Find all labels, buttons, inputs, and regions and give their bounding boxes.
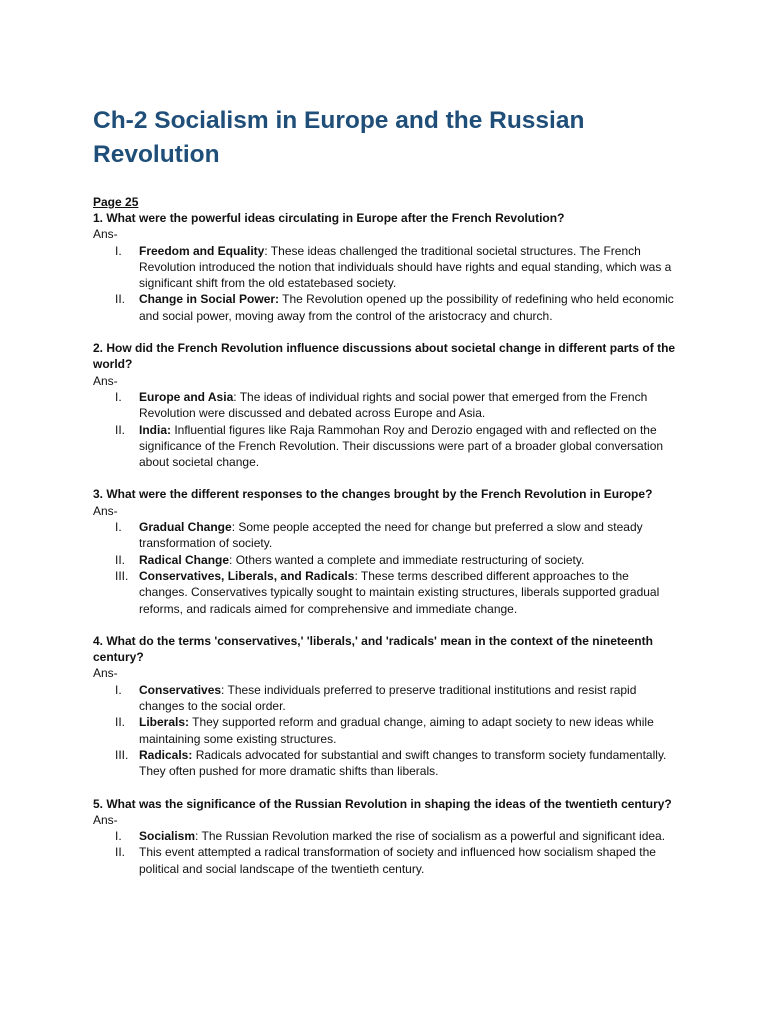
roman-numeral-text: I. (115, 243, 122, 258)
answer-text (139, 844, 678, 877)
roman-numeral-text: II. (115, 292, 126, 307)
answer-term: Change in Social Power: (139, 292, 280, 307)
answer-label: Ans- (93, 373, 118, 388)
roman-numeral-text: II. (115, 845, 126, 860)
answer-item (93, 568, 678, 617)
question-block (93, 796, 678, 877)
roman-numeral-text: II. (115, 715, 126, 730)
answer-body: Influential figures like Raja Rammohan Roy and Derozio engaged with and reflected on the significance of the French Revolution. Their discussions were part of a broader global conversation about societal change. (139, 422, 664, 470)
answer-body: : These ideas challenged the traditional societal structures. The French Revolution introduced the notion that individuals should have rights and equal standing, which was a significant shift from the old estatebased society. (139, 243, 672, 291)
answer-term: Europe and Asia (139, 389, 234, 404)
answer-label: Ans- (93, 666, 118, 681)
answer-item (93, 519, 678, 552)
questions-list (93, 210, 678, 877)
question-text: 4. What do the terms 'conservatives,' 'liberals,' and 'radicals' mean in the context of the nineteenth century? (93, 633, 653, 665)
answer-item (93, 747, 678, 780)
answer-text (139, 568, 678, 617)
answer-text (139, 682, 678, 715)
question-block (93, 340, 678, 470)
roman-numeral-text: III. (115, 747, 129, 762)
answer-body: The Revolution opened up the possibility of redefining who held economic and social power, moving away from the control of the aristocracy and church. (139, 292, 674, 323)
question-text: 3. What were the different responses to the changes brought by the French Revolution in Europe? (93, 487, 653, 502)
roman-numeral-text: I. (115, 389, 122, 404)
answer-term: India: (139, 422, 171, 437)
answer-item (93, 243, 678, 292)
answer-text (139, 519, 678, 552)
roman-numeral-text: I. (115, 829, 122, 844)
answer-text (139, 389, 678, 422)
answer-list (93, 519, 678, 617)
answer-text (139, 747, 678, 780)
answer-item (93, 828, 678, 844)
question-text: 5. What was the significance of the Russian Revolution in shaping the ideas of the twentieth century? (93, 796, 672, 811)
roman-numeral-text: I. (115, 682, 122, 697)
answer-body: : These terms described different approaches to the changes. Conservatives typically sought to maintain existing structures, liberals supported gradual reforms, and radicals aimed for comprehensive and immediate change. (139, 568, 660, 616)
answer-text (139, 828, 678, 844)
roman-numeral (93, 519, 139, 552)
answer-term: Freedom and Equality (139, 243, 265, 258)
answer-term: Radical Change (139, 552, 230, 567)
answer-body: : The Russian Revolution marked the rise of socialism as a powerful and significant idea. (195, 829, 666, 844)
roman-numeral-text: I. (115, 520, 122, 535)
roman-numeral (93, 422, 139, 471)
answer-item (93, 714, 678, 747)
answer-list (93, 682, 678, 780)
roman-numeral (93, 243, 139, 292)
roman-numeral-text: II. (115, 422, 126, 437)
answer-list (93, 828, 678, 877)
answer-term: Liberals: (139, 715, 190, 730)
roman-numeral (93, 568, 139, 617)
answer-term: Gradual Change (139, 520, 232, 535)
question-block (93, 486, 678, 616)
answer-item (93, 291, 678, 324)
answer-list (93, 243, 678, 324)
answer-body: Radicals advocated for substantial and swift changes to transform society fundamentally. They often pushed for more dramatic shifts than liberals. (139, 747, 667, 779)
question-text: 1. What were the powerful ideas circulating in Europe after the French Revolution? (93, 211, 565, 225)
answer-term: Conservatives, Liberals, and Radicals (139, 568, 355, 583)
answer-list (93, 389, 678, 470)
answer-body: : Some people accepted the need for change but preferred a slow and steady transformation of society. (139, 520, 643, 551)
roman-numeral-text: III. (115, 568, 129, 583)
answer-body: : These individuals preferred to preserve traditional institutions and resist rapid changes to the social order. (139, 682, 637, 714)
answer-item (93, 422, 678, 471)
answer-body: They supported reform and gradual change, aiming to adapt society to new ideas while maintaining some existing structures. (139, 715, 654, 746)
answer-text (139, 714, 678, 747)
answer-body: : Others wanted a complete and immediate restructuring of society. (229, 552, 585, 567)
answer-label: Ans- (93, 503, 118, 518)
question-block (93, 210, 678, 324)
page-title: Ch-2 Socialism in Europe and the Russian Revolution (93, 107, 585, 168)
answer-label: Ans- (93, 812, 118, 827)
answer-term: Conservatives (139, 682, 222, 697)
answer-label: Ans- (93, 227, 118, 242)
roman-numeral (93, 682, 139, 715)
roman-numeral (93, 389, 139, 422)
page-number-label: Page 25 (93, 195, 139, 209)
answer-item (93, 552, 678, 568)
roman-numeral (93, 552, 139, 568)
answer-text (139, 552, 678, 568)
answer-item (93, 682, 678, 715)
answer-text (139, 243, 678, 292)
answer-body: This event attempted a radical transformation of society and influenced how socialism shaped the political and social landscape of the twentieth century. (139, 845, 656, 876)
answer-item (93, 844, 678, 877)
answer-term: Socialism (139, 829, 196, 844)
answer-term: Radicals: (139, 747, 193, 762)
roman-numeral-text: II. (115, 552, 126, 567)
question-text: 2. How did the French Revolution influence discussions about societal change in different parts of the world? (93, 341, 676, 372)
answer-text (139, 422, 678, 471)
roman-numeral (93, 828, 139, 844)
roman-numeral (93, 844, 139, 877)
answer-item (93, 389, 678, 422)
answer-body: : The ideas of individual rights and social power that emerged from the French Revolution were discussed and debated across Europe and Asia. (139, 389, 648, 421)
answer-text (139, 291, 678, 324)
roman-numeral (93, 747, 139, 780)
roman-numeral (93, 291, 139, 324)
question-block (93, 633, 678, 780)
roman-numeral (93, 714, 139, 747)
